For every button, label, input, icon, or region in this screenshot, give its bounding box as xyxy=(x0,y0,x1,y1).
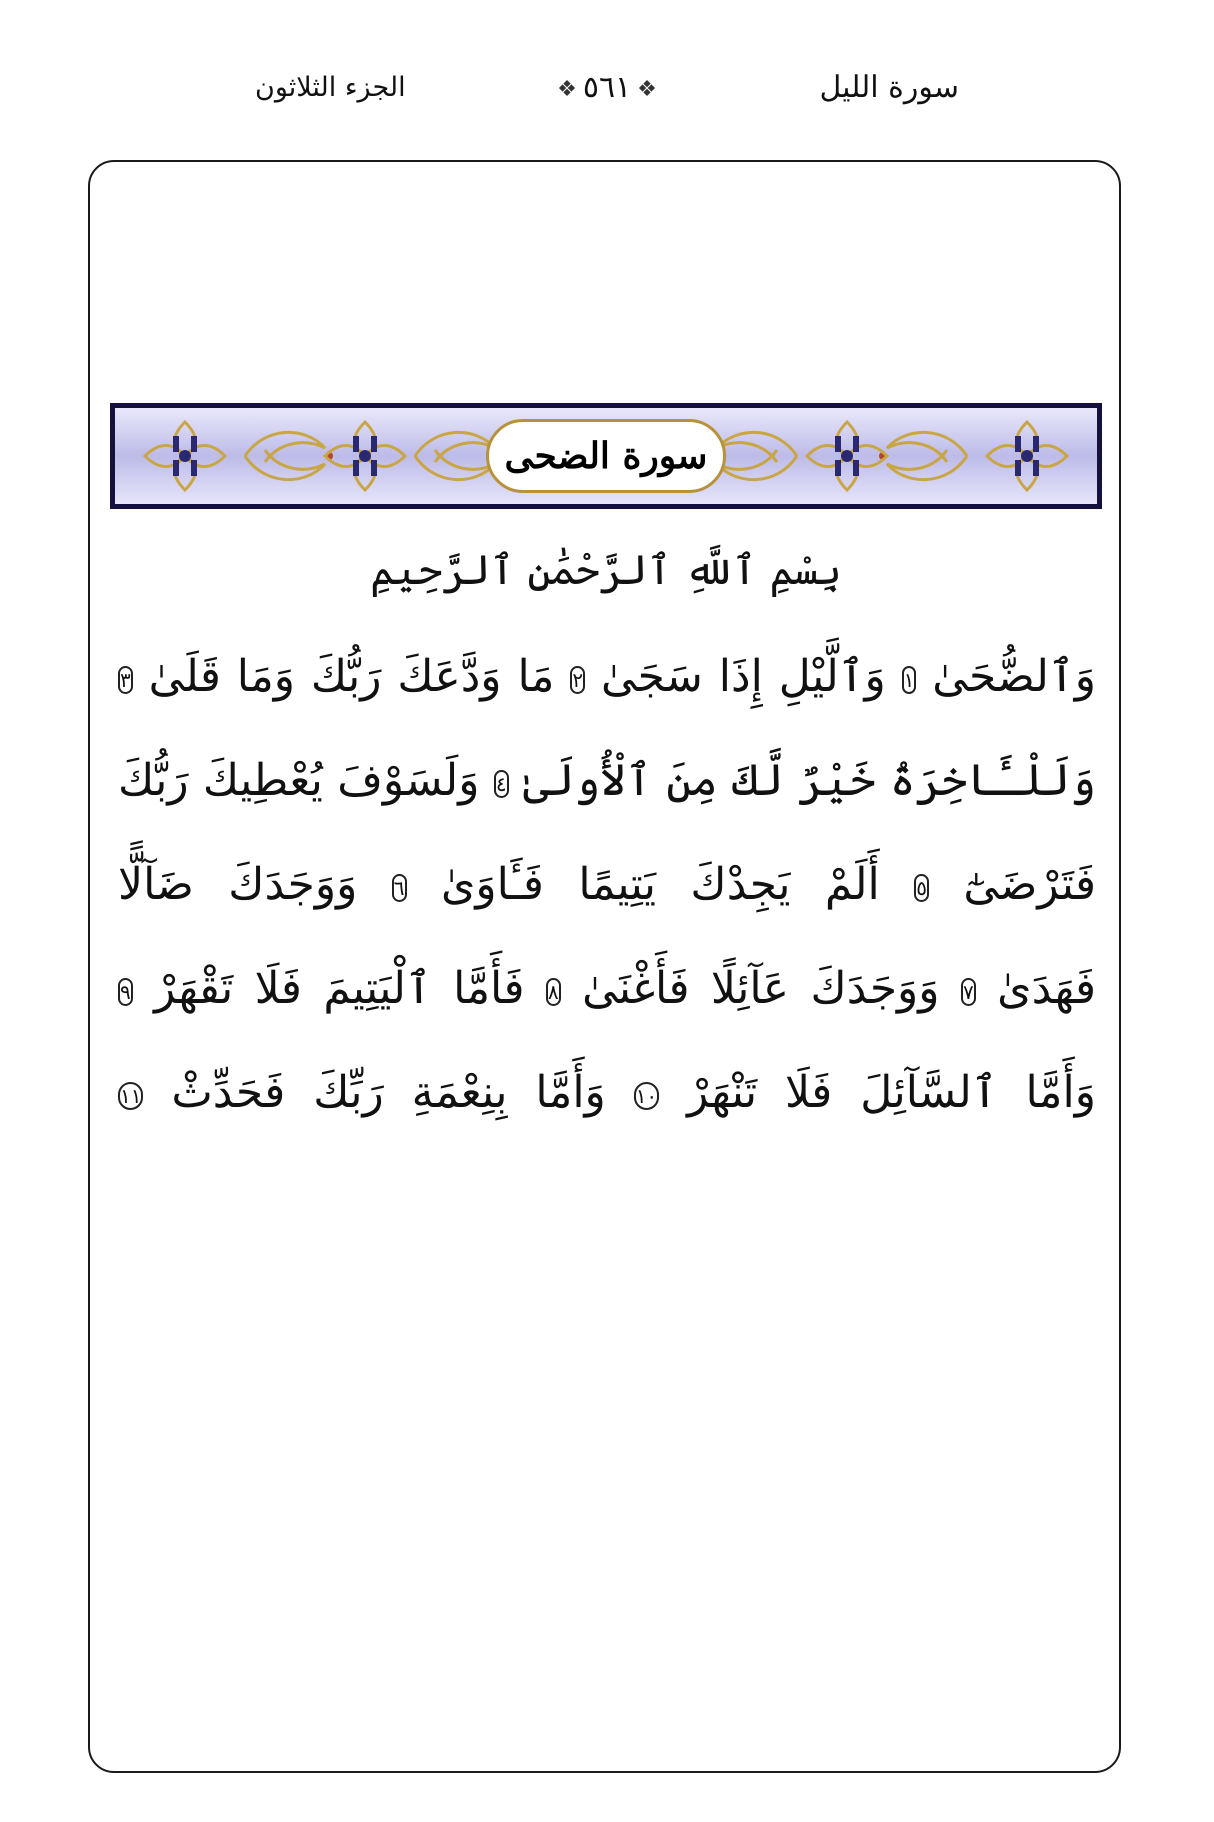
verse-text: أَلَمْ يَجِدْكَ يَتِيمًا فَـَٔاوَىٰ xyxy=(440,859,880,910)
verse-line xyxy=(118,1041,1096,1145)
verse-text: فَهَدَىٰ xyxy=(997,963,1096,1014)
verse-line xyxy=(118,937,1096,1041)
running-surah-name: سورة الليل xyxy=(819,70,959,105)
verse-text: فَأَمَّا ٱلْيَتِيمَ فَلَا تَقْهَرْ xyxy=(154,963,525,1014)
verse-text: وَأَمَّا ٱلسَّآئِلَ فَلَا تَنْهَرْ xyxy=(687,1067,1096,1118)
ayah-number-marker: ١٠ xyxy=(635,1083,658,1108)
verse-text: وَٱلَّيْلِ إِذَا سَجَىٰ xyxy=(600,651,886,702)
ornament-icon: ❖ xyxy=(557,76,577,102)
surah-banner xyxy=(110,403,1102,509)
ornament-icon: ❖ xyxy=(637,76,657,102)
verse-text: وَأَمَّا بِنِعْمَةِ رَبِّكَ فَحَدِّثْ xyxy=(171,1067,606,1118)
verse-text: مَا وَدَّعَكَ رَبُّكَ وَمَا قَلَىٰ xyxy=(148,651,555,702)
right-ornament xyxy=(709,422,1067,490)
verse-line xyxy=(118,729,1096,833)
page-number xyxy=(0,70,1214,105)
verse-text: فَتَرْضَىٰٓ xyxy=(963,859,1096,910)
verse-text: وَٱلضُّحَىٰ xyxy=(932,651,1096,702)
ayah-number-marker: ١ xyxy=(903,667,915,692)
verse-line xyxy=(118,833,1096,937)
verse-text: وَلَسَوْفَ يُعْطِيكَ رَبُّكَ xyxy=(118,755,480,806)
ayah-number-marker: ٥ xyxy=(916,875,927,900)
verse-text: وَوَجَدَكَ ضَآلًّا xyxy=(118,859,358,910)
surah-title-cartouche xyxy=(486,419,726,493)
juz-label: الجزء الثلاثون xyxy=(255,72,406,103)
verse-text: وَوَجَدَكَ عَآئِلًا فَأَغْنَىٰ xyxy=(582,963,940,1014)
verse-text: وَلَلْـَٔاخِرَةُ خَيْرٌ لَّكَ مِنَ ٱلْأُولَىٰ xyxy=(522,755,1096,806)
ayah-number-marker: ٢ xyxy=(572,667,584,692)
left-ornament xyxy=(145,422,503,490)
basmala: بِسْمِ ٱللَّهِ ٱلرَّحْمَٰنِ ٱلرَّحِيمِ xyxy=(370,546,842,594)
ayah-number-marker: ٣ xyxy=(120,667,131,692)
surah-title: سورة الضحى xyxy=(504,435,708,477)
page-number-value: ٥٦١ xyxy=(582,70,632,105)
ayah-number-marker: ٩ xyxy=(120,979,131,1004)
ayah-number-marker: ٤ xyxy=(495,771,507,796)
ayah-number-marker: ١١ xyxy=(120,1083,142,1108)
verse-block xyxy=(118,625,1096,1145)
ayah-number-marker: ٧ xyxy=(962,979,974,1004)
verse-line xyxy=(118,625,1096,729)
ayah-number-marker: ٦ xyxy=(393,875,405,900)
ayah-number-marker: ٨ xyxy=(547,979,559,1004)
page-header xyxy=(0,62,1214,132)
